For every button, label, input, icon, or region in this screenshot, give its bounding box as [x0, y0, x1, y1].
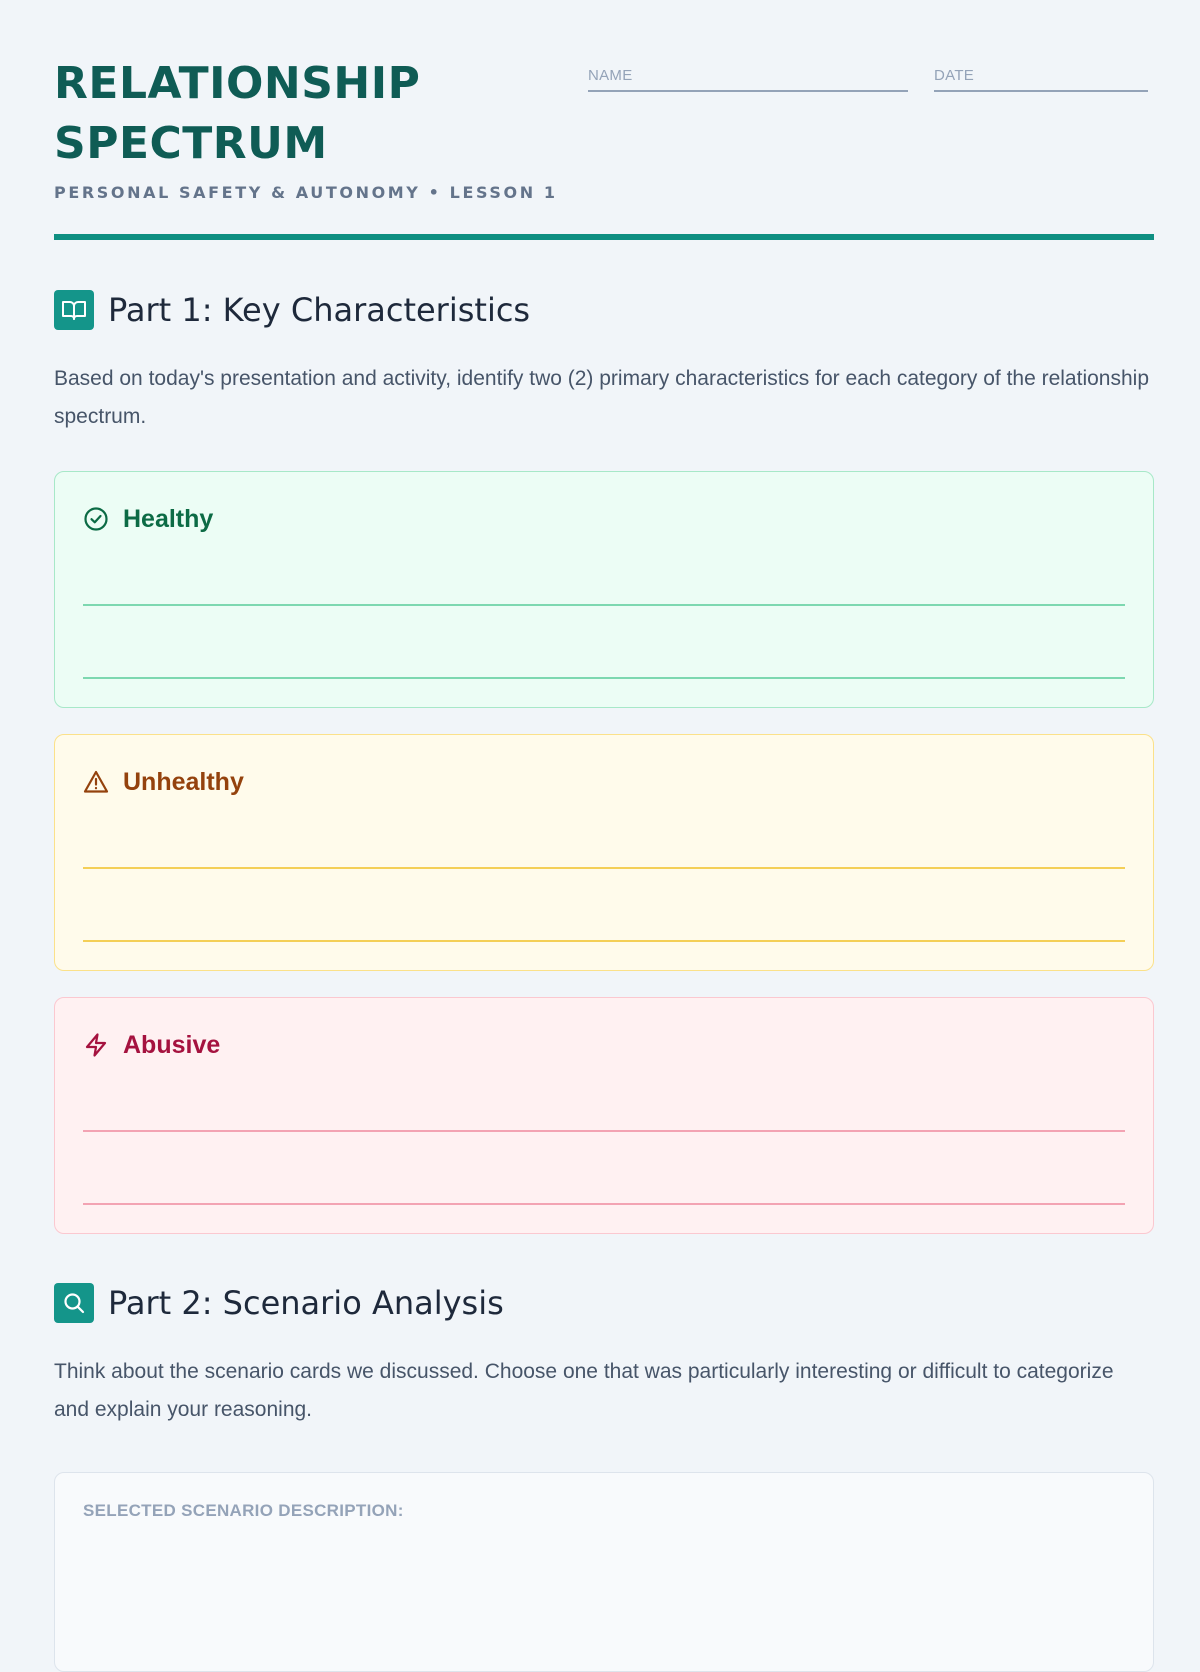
abusive-card — [54, 997, 1154, 1234]
part2-heading — [54, 1283, 1154, 1323]
part1-heading — [54, 290, 1154, 330]
part2-instructions: Think about the scenario cards we discussed. Choose one that was particularly interesting or difficult to categorize and explain your reasoning. — [54, 1360, 1114, 1421]
part2-title: Part 2: Scenario Analysis — [108, 1284, 504, 1322]
worksheet-header — [54, 0, 1154, 242]
warning-triangle-icon — [83, 769, 109, 795]
name-field[interactable] — [588, 67, 908, 92]
unhealthy-answer-line-2[interactable] — [83, 940, 1125, 942]
abusive-heading — [83, 1028, 1125, 1062]
healthy-label: Healthy — [123, 504, 214, 533]
healthy-answer-line-1[interactable] — [83, 604, 1125, 606]
scenario-description-box[interactable] — [54, 1472, 1154, 1672]
healthy-answer-line-2[interactable] — [83, 677, 1125, 679]
scenario-box-label: SELECTED SCENARIO DESCRIPTION: — [83, 1501, 404, 1520]
page-title — [54, 54, 420, 174]
part1-section — [54, 290, 1154, 436]
healthy-card — [54, 471, 1154, 708]
lesson-subtitle: PERSONAL SAFETY & AUTONOMY • LESSON 1 — [54, 183, 558, 202]
date-field-label: DATE — [934, 67, 975, 84]
part2-section — [54, 1283, 1154, 1429]
abusive-answer-line-1[interactable] — [83, 1130, 1125, 1132]
header-divider — [54, 234, 1154, 240]
unhealthy-label: Unhealthy — [123, 767, 244, 796]
lightning-icon — [83, 1032, 109, 1058]
unhealthy-heading — [83, 765, 1125, 799]
part1-instructions: Based on today's presentation and activity, identify two (2) primary characteristics for each category of the relationship spectrum. — [54, 367, 1149, 428]
unhealthy-answer-line-1[interactable] — [83, 867, 1125, 869]
part1-title: Part 1: Key Characteristics — [108, 291, 531, 329]
healthy-heading — [83, 502, 1125, 536]
book-open-icon — [54, 290, 94, 330]
title-line-2: SPECTRUM — [54, 118, 328, 169]
abusive-label: Abusive — [123, 1030, 221, 1059]
abusive-answer-line-2[interactable] — [83, 1203, 1125, 1205]
title-line-1: RELATIONSHIP — [54, 58, 421, 109]
name-field-label: NAME — [588, 67, 633, 84]
unhealthy-card — [54, 734, 1154, 971]
check-circle-icon — [83, 506, 109, 532]
search-icon — [54, 1283, 94, 1323]
date-field[interactable] — [934, 67, 1148, 92]
